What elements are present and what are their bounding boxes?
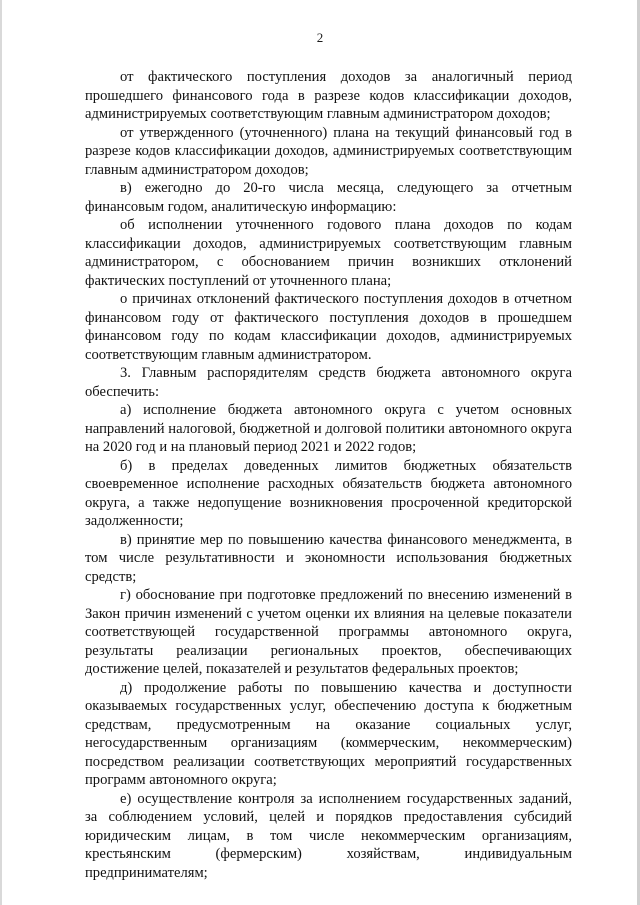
- paragraph-item-b: б) в пределах доведенных лимитов бюджетных обязательств своевременное исполнение расходных обязательств бюджета автономного округа, а также недопущение возникновения просроченной кредиторской задолженности;: [85, 457, 572, 529]
- paragraph-item-v: в) принятие мер по повышению качества финансового менеджмента, в том числе результативности и экономности использования бюджетных средств;: [85, 531, 572, 585]
- paragraph-plan-execution: об исполнении уточненного годового плана доходов по кодам классификации доходов, администрируемых соответствующим главным администратором, с обоснованием причин возникших отклонений фактических поступлений от уточненного плана;: [85, 217, 572, 289]
- paragraph-item-g: г) обоснование при подготовке предложений по внесению изменений в Закон причин изменений с учетом оценки их влияния на целевые показатели соответствующей государственной программы автономного округа, результаты реализации региональных проектов, обеспечивающих достижение целей, показателей и результатов федеральных проектов;: [85, 587, 572, 677]
- paragraph-item-e: е) осуществление контроля за исполнением государственных заданий, за соблюдением условий, целей и порядков предоставления субсидий юридическим лицам, в том числе некоммерческим организациям, крестьянским (фермерским) хозяйствам, индивидуальным предпринимателям;: [85, 790, 572, 881]
- paragraph-item-d: д) продолжение работы по повышению качества и доступности оказываемых государственных услуг, обеспечению доступа к бюджетным средствам, предусмотренным на оказание социальных услуг, негосударственным организациям (коммерческим, некоммерческим) посредством реализации соответствующих мероприятий государственных программ автономного округа;: [85, 679, 572, 788]
- paragraph-item-v-analytics: в) ежегодно до 20-го числа месяца, следующего за отчетным финансовым годом, аналитическую информацию:: [85, 180, 572, 215]
- paragraph-item-a: а) исполнение бюджета автономного округа с учетом основных направлений налоговой, бюджетной и долговой политики автономного округа на 2020 год и на плановый период 2021 и 2022 годов;: [85, 402, 572, 455]
- document-body: [85, 68, 572, 882]
- paragraph-approved-plan: от утвержденного (уточненного) плана на текущий финансовый год в разрезе кодов классификации доходов, администрируемых соответствующим главным администратором доходов;: [85, 124, 572, 178]
- page-number: 2: [316, 30, 324, 45]
- scan-edge-left: [0, 0, 2, 905]
- paragraph-deviation-reasons: о причинах отклонений фактического поступления доходов в отчетном финансовом году от фактического поступления доходов в прошедшем финансовом году по кодам классификации доходов, администрируемых соответствующим главным администратором.: [85, 291, 572, 363]
- paragraph-actual-receipts: от фактического поступления доходов за аналогичный период прошедшего финансового года в разрезе кодов классификации доходов, администрируемых соответствующим главным администратором доходов;: [85, 69, 572, 122]
- paragraph-section-3: 3. Главным распорядителям средств бюджета автономного округа обеспечить:: [85, 365, 572, 400]
